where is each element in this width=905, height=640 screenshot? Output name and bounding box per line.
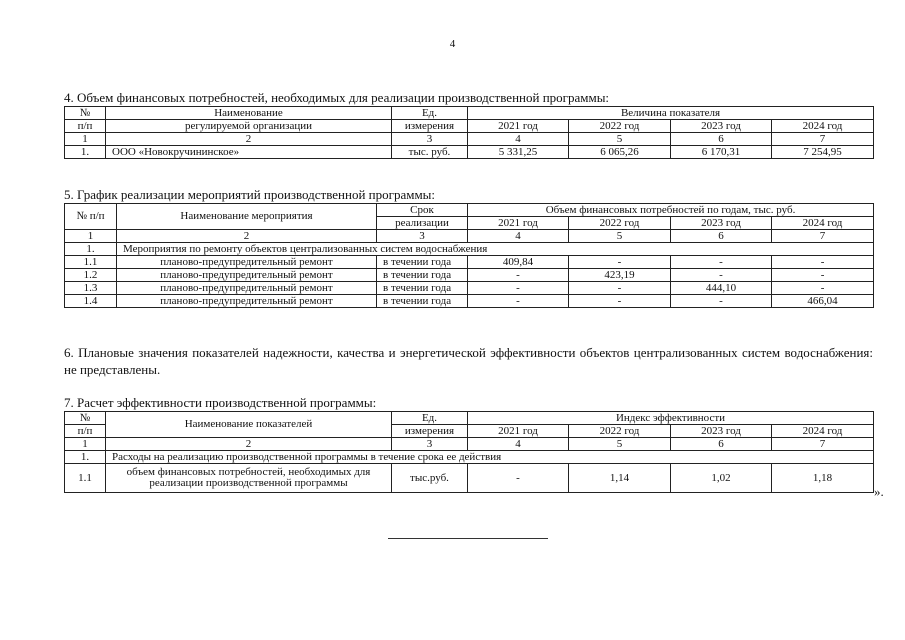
cell: 1,02 — [671, 464, 772, 493]
cell: 1. — [65, 243, 117, 256]
header-name-2: регулируемой организации — [106, 120, 392, 133]
cell: - — [772, 269, 874, 282]
column-number-row — [65, 133, 874, 146]
cell: 6 065,26 — [569, 146, 671, 159]
header-num-2: п/п — [65, 425, 106, 438]
group-row — [65, 243, 874, 256]
cell: тыс.руб. — [392, 464, 468, 493]
cell: Расходы на реализацию производственной программы в течение срока ее действия — [106, 451, 874, 464]
cell: 1.1 — [65, 256, 117, 269]
cell: 1.4 — [65, 295, 117, 308]
financial-needs-table — [64, 106, 874, 159]
col-number: 3 — [392, 133, 468, 146]
section-6-text: 6. Плановые значения показателей надежности, качества и энергетической эффективности объектов централизованных систем водоснабжения: не представлены. — [64, 345, 873, 377]
header-name: Наименование показателей — [106, 412, 392, 438]
cell: 1.3 — [65, 282, 117, 295]
header-group: Величина показателя — [468, 107, 874, 120]
col-number: 2 — [106, 133, 392, 146]
col-number: 7 — [772, 438, 874, 451]
header-name: Наименование — [106, 107, 392, 120]
header-year: 2022 год — [569, 425, 671, 438]
col-number: 1 — [65, 438, 106, 451]
col-number: 6 — [671, 230, 772, 243]
cell: в течении года — [377, 256, 468, 269]
header-num: № п/п — [65, 204, 117, 230]
header-num: № — [65, 107, 106, 120]
header-group: Объем финансовых потребностей по годам, тыс. руб. — [468, 204, 874, 217]
header-unit: Ед. — [392, 107, 468, 120]
cell: 1.1 — [65, 464, 106, 493]
col-number: 3 — [377, 230, 468, 243]
section-7-title: 7. Расчет эффективности производственной программы: — [64, 395, 377, 410]
header-year: 2021 год — [468, 425, 569, 438]
cell: - — [772, 256, 874, 269]
cell: в течении года — [377, 295, 468, 308]
col-number: 7 — [772, 133, 874, 146]
section-5-title: 5. График реализации мероприятий производственной программы: — [64, 187, 436, 202]
col-number: 7 — [772, 230, 874, 243]
footer-divider — [388, 538, 548, 539]
header-year: 2021 год — [468, 120, 569, 133]
cell: планово-предупредительный ремонт — [117, 269, 377, 282]
header-unit: Ед. — [392, 412, 468, 425]
table-row — [65, 282, 874, 295]
header-term: Срок — [377, 204, 468, 217]
col-number: 4 — [468, 133, 569, 146]
col-number: 6 — [671, 133, 772, 146]
closing-quote: ». — [874, 484, 884, 499]
cell: 1. — [65, 146, 106, 159]
header-name: Наименование мероприятия — [117, 204, 377, 230]
col-number: 3 — [392, 438, 468, 451]
col-number: 1 — [65, 133, 106, 146]
col-number: 2 — [117, 230, 377, 243]
cell: 1.2 — [65, 269, 117, 282]
header-unit-2: измерения — [392, 120, 468, 133]
col-number: 4 — [468, 438, 569, 451]
table-row — [65, 269, 874, 282]
cell: - — [671, 256, 772, 269]
table-row — [65, 295, 874, 308]
cell: - — [468, 464, 569, 493]
group-row — [65, 451, 874, 464]
cell: - — [772, 282, 874, 295]
cell: ООО «Новокручининское» — [106, 146, 392, 159]
col-number: 5 — [569, 133, 671, 146]
section-4-title: 4. Объем финансовых потребностей, необходимых для реализации производственной программы: — [64, 90, 610, 105]
cell: - — [468, 282, 569, 295]
header-year: 2021 год — [468, 217, 569, 230]
header-year: 2023 год — [671, 425, 772, 438]
table-row — [65, 464, 874, 493]
cell: планово-предупредительный ремонт — [117, 295, 377, 308]
table-row — [65, 146, 874, 159]
header-year: 2022 год — [569, 217, 671, 230]
page-number: 4 — [449, 38, 456, 50]
header-year: 2024 год — [772, 217, 874, 230]
cell: - — [671, 295, 772, 308]
col-number: 4 — [468, 230, 569, 243]
schedule-table — [64, 203, 874, 308]
header-year: 2024 год — [772, 120, 874, 133]
cell: - — [468, 269, 569, 282]
header-num-2: п/п — [65, 120, 106, 133]
header-unit-2: измерения — [392, 425, 468, 438]
col-number: 6 — [671, 438, 772, 451]
cell: объем финансовых потребностей, необходимых для реализации производственной программы — [106, 464, 392, 493]
header-year: 2022 год — [569, 120, 671, 133]
cell: 444,10 — [671, 282, 772, 295]
cell: планово-предупредительный ремонт — [117, 282, 377, 295]
cell: 423,19 — [569, 269, 671, 282]
col-number: 1 — [65, 230, 117, 243]
cell: 6 170,31 — [671, 146, 772, 159]
col-number: 5 — [569, 230, 671, 243]
cell: 7 254,95 — [772, 146, 874, 159]
header-year: 2023 год — [671, 120, 772, 133]
cell: в течении года — [377, 282, 468, 295]
cell: 1,18 — [772, 464, 874, 493]
cell: 5 331,25 — [468, 146, 569, 159]
cell: тыс. руб. — [392, 146, 468, 159]
cell: - — [671, 269, 772, 282]
cell: 466,04 — [772, 295, 874, 308]
column-number-row — [65, 438, 874, 451]
cell: в течении года — [377, 269, 468, 282]
cell: 1,14 — [569, 464, 671, 493]
col-number: 5 — [569, 438, 671, 451]
column-number-row — [65, 230, 874, 243]
cell: - — [569, 256, 671, 269]
cell: Мероприятия по ремонту объектов централизованных систем водоснабжения — [117, 243, 874, 256]
header-num: № — [65, 412, 106, 425]
header-year: 2024 год — [772, 425, 874, 438]
cell: - — [569, 282, 671, 295]
table-row — [65, 256, 874, 269]
header-year: 2023 год — [671, 217, 772, 230]
header-term-2: реализации — [377, 217, 468, 230]
cell: 409,84 — [468, 256, 569, 269]
header-group: Индекс эффективности — [468, 412, 874, 425]
cell: планово-предупредительный ремонт — [117, 256, 377, 269]
cell: 1. — [65, 451, 106, 464]
cell: - — [468, 295, 569, 308]
cell: - — [569, 295, 671, 308]
col-number: 2 — [106, 438, 392, 451]
efficiency-table — [64, 411, 874, 493]
